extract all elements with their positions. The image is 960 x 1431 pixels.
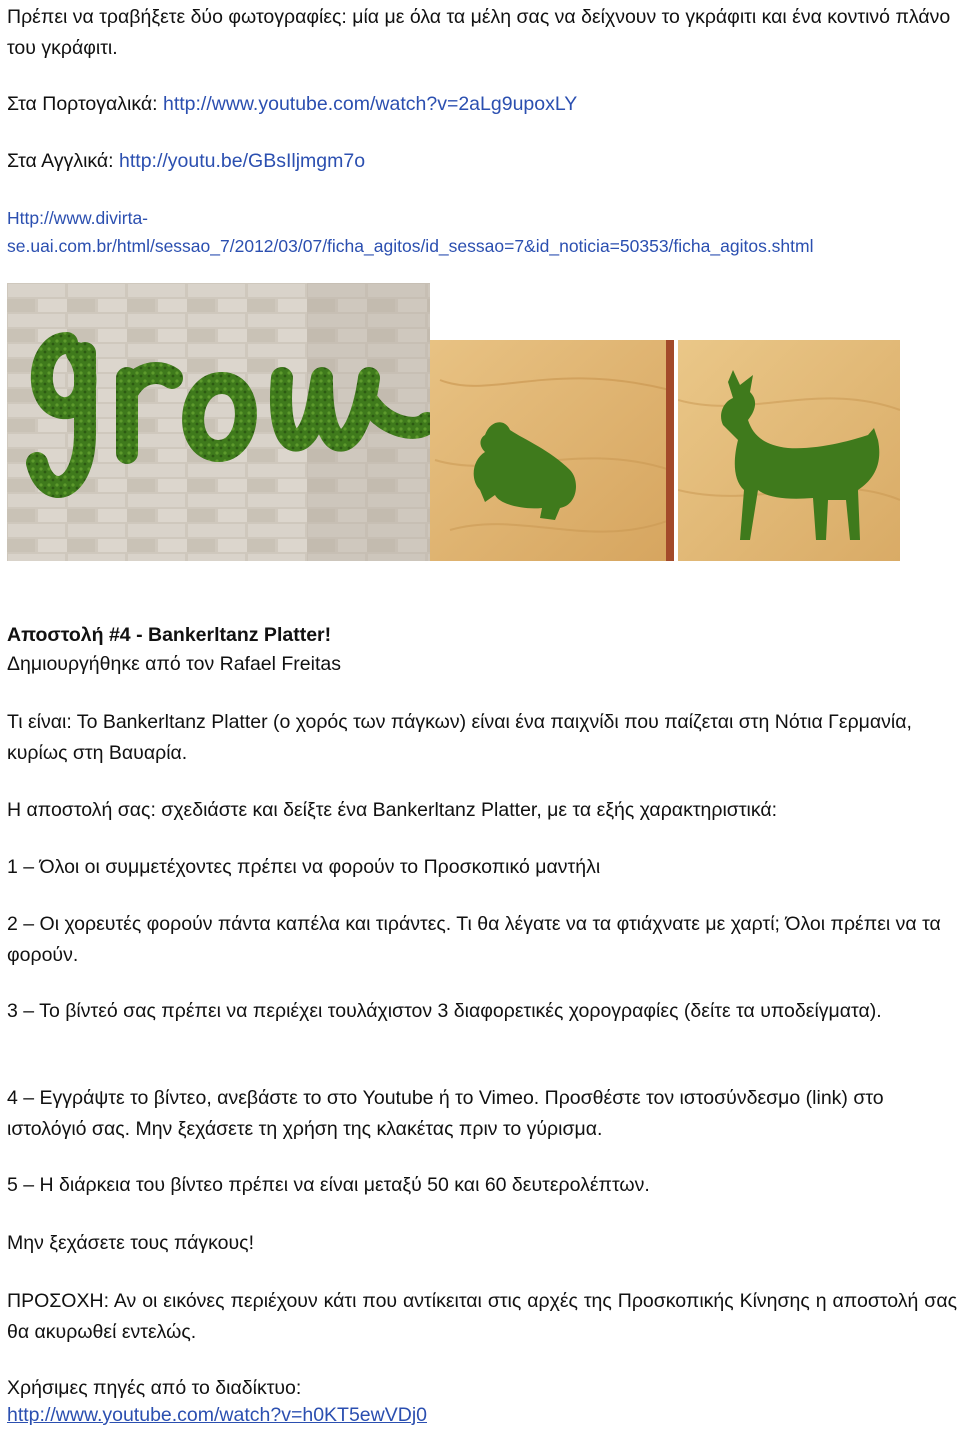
mission-item: 4 – Εγγράψτε το βίντεο, ανεβάστε το στο Youtube ή το Vimeo. Προσθέστε τον ιστοσύνδεσμο (link) στο ιστολόγιό σας. Μην ξεχάσετε τη χρήση της κλακέτας πριν το γύρισμα. [7, 1087, 884, 1140]
portuguese-line [7, 89, 957, 120]
mission-what: Τι είναι: Το Bankerltanz Platter (ο χορός των πάγκων) είναι ένα παιχνίδι που παίζεται στη Νότια Γερμανία, κυρίως στη Βαυαρία. [7, 711, 912, 764]
brazil-link-line2[interactable]: se.uai.com.br/html/sessao_7/2012/03/07/ficha_agitos/id_sessao=7&id_noticia=50353/ficha_agitos.shtml [7, 236, 814, 256]
reminder-text: Μην ξεχάσετε τους πάγκους! [7, 1232, 254, 1254]
moss-rabbit-photo [430, 340, 674, 561]
english-line [7, 146, 957, 177]
mission-item: 1 – Όλοι οι συμμετέχοντες πρέπει να φορούν το Προσκοπικό μαντήλι [7, 856, 601, 878]
mission-item: 5 – Η διάρκεια του βίντεο πρέπει να είναι μεταξύ 50 και 60 δευτερολέπτων. [7, 1174, 650, 1196]
portuguese-video-link[interactable]: http://www.youtube.com/watch?v=2aLg9upoxLY [162, 93, 578, 115]
mission-task: Η αποστολή σας: σχεδιάστε και δείξτε ένα Bankerltanz Platter, με τα εξής χαρακτηριστικά: [7, 799, 778, 821]
mission-item: 2 – Οι χορευτές φορούν πάντα καπέλα και τιράντες. Τι θα λέγατε να τα φτιάχνατε με χαρτί; Όλοι πρέπει να τα φορούν. [7, 913, 941, 966]
sources-line [7, 1400, 957, 1431]
sources-label: Χρήσιμες πηγές από το διαδίκτυο: [7, 1377, 302, 1399]
brazil-link[interactable] [7, 204, 957, 260]
warning-text: ΠΡΟΣΟΧΗ: Αν οι εικόνες περιέχουν κάτι που αντίκειται στις αρχές της Προσκοπικής Κίνησης η αποστολή σας θα ακυρωθεί εντελώς. [7, 1290, 957, 1343]
moss-deer-photo [678, 340, 900, 561]
moss-grow-photo [7, 283, 430, 561]
mission-item: 3 – Το βίντεό σας πρέπει να περιέχει τουλάχιστον 3 διαφορετικές χορογραφίες (δείτε τα υποδείγματα). [7, 1000, 882, 1022]
sources-video-link[interactable]: http://www.youtube.com/watch?v=h0KT5ewVDj0 [7, 1404, 428, 1426]
mission-title: Αποστολή #4 - Bankerltanz Platter! [7, 624, 332, 646]
english-video-link[interactable]: http://youtu.be/GBsIljmgm7o [119, 150, 366, 172]
brazil-link-line1[interactable]: Http://www.divirta- [7, 208, 148, 228]
mission-author: Δημιουργήθηκε από τον Rafael Freitas [7, 653, 341, 675]
intro-text: Πρέπει να τραβήξετε δύο φωτογραφίες: μία με όλα τα μέλη σας να δείχνουν το γκράφιτι και ένα κοντινό πλάνο του γκράφιτι. [7, 6, 951, 59]
english-label: Στα Αγγλικά: [7, 150, 120, 172]
portuguese-label: Στα Πορτογαλικά: [7, 93, 163, 115]
